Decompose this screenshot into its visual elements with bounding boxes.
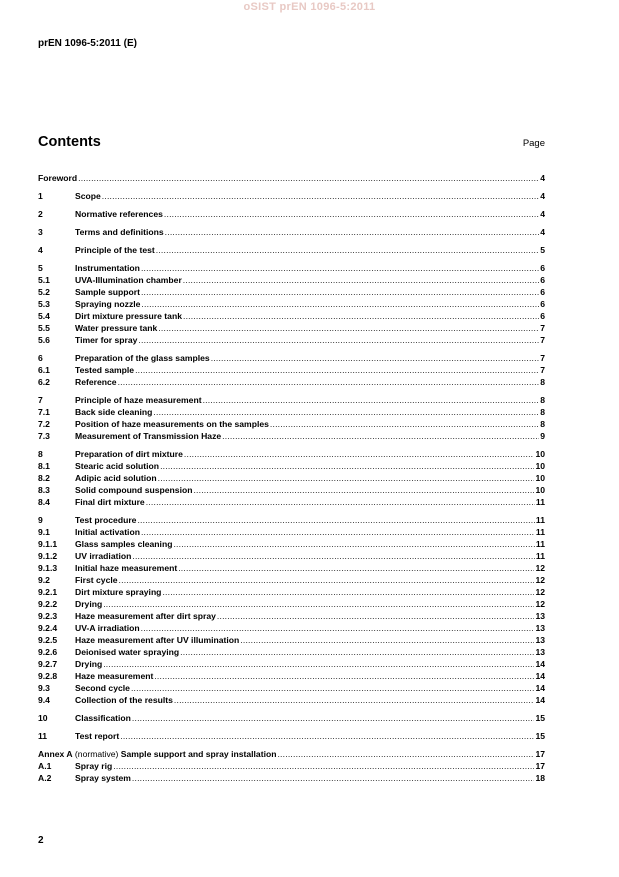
toc-entry-number: 8.2 — [38, 473, 50, 483]
toc-entry-number: 11 — [38, 731, 48, 741]
toc-entry-title: Preparation of dirt mixture — [75, 449, 183, 459]
toc-entry[interactable] — [38, 460, 545, 472]
toc-entry[interactable] — [38, 622, 545, 634]
dot-leader — [173, 538, 534, 550]
toc-entry-number: 10 — [38, 713, 48, 723]
toc-entry[interactable] — [38, 694, 545, 706]
dot-leader — [277, 748, 534, 760]
toc-entry-page: 18 — [535, 773, 545, 783]
toc-entry-number: 5 — [38, 263, 43, 273]
toc-entry-page: 7 — [540, 365, 545, 375]
toc-entry-page: 15 — [535, 731, 545, 741]
toc-entry-title: Terms and definitions — [75, 227, 164, 237]
toc-entry-number: 9 — [38, 515, 43, 525]
toc-entry-title: Back side cleaning — [75, 407, 153, 417]
toc-entry-number: 2 — [38, 209, 43, 219]
toc-entry-number: 5.1 — [38, 275, 50, 285]
dot-leader — [141, 526, 535, 538]
toc-entry-page: 10 — [535, 473, 545, 483]
toc-entry-number: 8.4 — [38, 497, 50, 507]
toc-entry-page: 14 — [535, 659, 545, 669]
toc-entry-page: 15 — [535, 713, 545, 723]
toc-entry-number: 6.2 — [38, 377, 50, 387]
dot-leader — [78, 172, 539, 184]
toc-entry-number: 6.1 — [38, 365, 50, 375]
toc-entry-number: 9.2.1 — [38, 587, 58, 597]
watermark: oSIST prEN 1096-5:2011 — [243, 1, 376, 13]
toc-entry-page: 12 — [535, 587, 545, 597]
toc-entry-number: 3 — [38, 227, 43, 237]
toc-entry[interactable] — [38, 352, 545, 364]
toc-entry[interactable] — [38, 562, 545, 574]
toc-entry-title: Drying — [75, 659, 103, 669]
toc-entry-title: Spray rig — [75, 761, 113, 771]
toc-entry-number: A.2 — [38, 773, 52, 783]
dot-leader — [158, 472, 535, 484]
dot-leader — [211, 352, 540, 364]
toc-entry-page: 7 — [540, 335, 545, 345]
toc-entry[interactable] — [38, 190, 545, 202]
toc-entry-number: 9.2.7 — [38, 659, 58, 669]
annex-type: (normative) — [72, 749, 121, 759]
toc-entry[interactable] — [38, 448, 545, 460]
toc-entry-page: 6 — [540, 299, 545, 309]
dot-leader — [141, 622, 535, 634]
toc-entry[interactable] — [38, 484, 545, 496]
toc-entry[interactable] — [38, 334, 545, 346]
toc-entry[interactable] — [38, 376, 545, 388]
dot-leader — [132, 550, 535, 562]
toc-entry-title: Sample support — [75, 287, 140, 297]
toc-entry-page: 8 — [540, 407, 545, 417]
toc-entry[interactable] — [38, 598, 545, 610]
toc-entry-number: 9.2.8 — [38, 671, 58, 681]
dot-leader — [164, 208, 539, 220]
toc-entry[interactable] — [38, 610, 545, 622]
toc-entry-title: Measurement of Transmission Haze — [75, 431, 222, 441]
dot-leader — [137, 514, 534, 526]
dot-leader — [141, 286, 539, 298]
toc-entry[interactable] — [38, 244, 545, 256]
toc-entry-number: 9.1.1 — [38, 539, 58, 549]
toc-entry[interactable] — [38, 586, 545, 598]
toc-entry[interactable] — [38, 574, 545, 586]
toc-entry-page: 13 — [535, 635, 545, 645]
toc-entry-title: Second cycle — [75, 683, 130, 693]
toc-entry-title: UV irradiation — [75, 551, 132, 561]
toc-entry-number: 4 — [38, 245, 43, 255]
toc-entry-page: 13 — [535, 623, 545, 633]
toc-entry-page: 17 — [535, 749, 545, 759]
toc-entry-page: 4 — [540, 227, 545, 237]
toc-entry[interactable] — [38, 550, 545, 562]
dot-leader — [103, 598, 534, 610]
toc-entry-title: Foreword — [38, 173, 78, 183]
toc-entry-number: 8.3 — [38, 485, 50, 495]
toc-entry-title: First cycle — [75, 575, 118, 585]
toc-entry-title: Stearic acid solution — [75, 461, 160, 471]
toc-entry[interactable] — [38, 208, 545, 220]
toc-entry-number: 9.3 — [38, 683, 50, 693]
table-of-contents — [38, 172, 545, 784]
dot-leader — [141, 262, 539, 274]
toc-entry[interactable] — [38, 730, 545, 742]
toc-entry-title: Drying — [75, 599, 103, 609]
toc-entry-title: Spraying nozzle — [75, 299, 141, 309]
dot-leader — [203, 394, 540, 406]
toc-entry[interactable] — [38, 634, 545, 646]
toc-entry-title: Initial haze measurement — [75, 563, 178, 573]
toc-entry-page: 14 — [535, 695, 545, 705]
toc-entry-number: 5.4 — [38, 311, 50, 321]
toc-entry[interactable] — [38, 538, 545, 550]
dot-leader — [135, 364, 539, 376]
toc-entry[interactable] — [38, 682, 545, 694]
toc-entry-page: 11 — [535, 515, 545, 525]
document-id: prEN 1096-5:2011 (E) — [38, 38, 137, 49]
toc-entry-number: 9.1.2 — [38, 551, 58, 561]
toc-entry-page: 11 — [535, 551, 545, 561]
toc-entry-page: 11 — [535, 497, 545, 507]
toc-entry-title: Solid compound suspension — [75, 485, 193, 495]
toc-entry-number: 1 — [38, 191, 43, 201]
toc-entry-page: 6 — [540, 311, 545, 321]
dot-leader — [146, 496, 535, 508]
toc-entry-title: Spray system — [75, 773, 131, 783]
toc-entry-number: 9.2.2 — [38, 599, 58, 609]
toc-entry-page: 10 — [535, 449, 545, 459]
toc-entry-title: Adipic acid solution — [75, 473, 157, 483]
toc-entry[interactable] — [38, 496, 545, 508]
dot-leader — [153, 406, 539, 418]
toc-entry-number: 5.5 — [38, 323, 50, 333]
toc-entry-title: Final dirt mixture — [75, 497, 145, 507]
toc-entry-page: 9 — [540, 431, 545, 441]
dot-leader — [156, 244, 539, 256]
toc-entry-title: UV-A irradiation — [75, 623, 140, 633]
toc-entry-title: Normative references — [75, 209, 163, 219]
toc-entry-title: Water pressure tank — [75, 323, 158, 333]
toc-entry-title: UVA-Illumination chamber — [75, 275, 182, 285]
toc-entry-foreword[interactable] — [38, 172, 545, 184]
annex-title: Sample support and spray installation — [120, 749, 277, 759]
toc-entry-title: Position of haze measurements on the samples — [75, 419, 269, 429]
toc-entry-number: 9.2.5 — [38, 635, 58, 645]
toc-entry-title: Principle of haze measurement — [75, 395, 202, 405]
toc-entry-number: 9.2 — [38, 575, 50, 585]
dot-leader — [174, 694, 535, 706]
toc-entry-page: 14 — [535, 683, 545, 693]
toc-entry[interactable] — [38, 430, 545, 442]
toc-entry-title: Deionised water spraying — [75, 647, 180, 657]
toc-entry-page: 8 — [540, 395, 545, 405]
dot-leader — [217, 610, 535, 622]
page-number: 2 — [38, 835, 44, 846]
toc-entry-page: 12 — [535, 563, 545, 573]
toc-entry-page: 14 — [535, 671, 545, 681]
toc-entry-title: Tested sample — [75, 365, 135, 375]
toc-entry-number: 7 — [38, 395, 43, 405]
toc-entry-title — [38, 748, 276, 760]
toc-entry-title: Classification — [75, 713, 131, 723]
toc-entry-page: 4 — [540, 191, 545, 201]
toc-entry-page: 10 — [535, 461, 545, 471]
dot-leader — [222, 430, 539, 442]
toc-entry-title: Reference — [75, 377, 117, 387]
dot-leader — [160, 460, 534, 472]
dot-leader — [183, 310, 539, 322]
toc-entry[interactable] — [38, 472, 545, 484]
dot-leader — [183, 274, 539, 286]
toc-entry-title: Preparation of the glass samples — [75, 353, 210, 363]
dot-leader — [154, 670, 534, 682]
dot-leader — [132, 772, 535, 784]
dot-leader — [118, 376, 540, 388]
dot-leader — [193, 484, 534, 496]
annex-label: Annex A — [38, 749, 73, 759]
toc-entry-number: 7.1 — [38, 407, 50, 417]
dot-leader — [132, 712, 535, 724]
toc-entry-number: 5.6 — [38, 335, 50, 345]
toc-entry[interactable] — [38, 658, 545, 670]
toc-entry-page: 5 — [540, 245, 545, 255]
toc-entry-number: 9.1.3 — [38, 563, 58, 573]
toc-entry-page: 4 — [540, 209, 545, 219]
toc-entry[interactable] — [38, 286, 545, 298]
toc-entry[interactable] — [38, 298, 545, 310]
toc-entry-title: Test procedure — [75, 515, 137, 525]
toc-entry[interactable] — [38, 712, 545, 724]
dot-leader — [240, 634, 534, 646]
dot-leader — [113, 760, 534, 772]
toc-entry-title: Instrumentation — [75, 263, 140, 273]
toc-entry[interactable] — [38, 760, 545, 772]
page-column-label: Page — [522, 138, 545, 149]
toc-entry-page: 6 — [540, 263, 545, 273]
toc-entry-number: 7.2 — [38, 419, 50, 429]
toc-entry-title: Test report — [75, 731, 120, 741]
toc-entry[interactable] — [38, 418, 545, 430]
toc-entry[interactable] — [38, 526, 545, 538]
toc-entry-number: 9.4 — [38, 695, 50, 705]
toc-entry[interactable] — [38, 310, 545, 322]
toc-entry-number: A.1 — [38, 761, 52, 771]
toc-entry-number: 5.3 — [38, 299, 50, 309]
toc-entry-page: 7 — [540, 323, 545, 333]
toc-entry-number: 9.1 — [38, 527, 50, 537]
toc-entry[interactable] — [38, 262, 545, 274]
dot-leader — [131, 682, 535, 694]
toc-entry-title: Haze measurement — [75, 671, 154, 681]
toc-entry[interactable] — [38, 772, 545, 784]
dot-leader — [184, 448, 535, 460]
toc-entry-number: 8 — [38, 449, 43, 459]
contents-title: Contents — [38, 134, 101, 150]
toc-entry[interactable] — [38, 394, 545, 406]
toc-entry-number: 7.3 — [38, 431, 50, 441]
toc-entry-page: 12 — [535, 599, 545, 609]
toc-entry[interactable] — [38, 226, 545, 238]
toc-entry-page: 10 — [535, 485, 545, 495]
toc-entry[interactable] — [38, 514, 545, 526]
dot-leader — [120, 730, 534, 742]
toc-entry-number: 6 — [38, 353, 43, 363]
toc-entry-page: 8 — [540, 419, 545, 429]
toc-entry-number: 9.2.6 — [38, 647, 58, 657]
dot-leader — [138, 334, 539, 346]
toc-entry[interactable] — [38, 274, 545, 286]
toc-entry-page: 13 — [535, 647, 545, 657]
toc-entry-number: 9.2.4 — [38, 623, 58, 633]
toc-entry[interactable] — [38, 322, 545, 334]
toc-entry[interactable] — [38, 364, 545, 376]
toc-entry-title: Collection of the results — [75, 695, 173, 705]
dot-leader — [180, 646, 534, 658]
toc-entry-page: 13 — [535, 611, 545, 621]
toc-entry-title: Scope — [75, 191, 101, 201]
toc-entry-page: 6 — [540, 275, 545, 285]
toc-entry-title: Dirt mixture spraying — [75, 587, 162, 597]
toc-entry-title: Glass samples cleaning — [75, 539, 173, 549]
toc-entry-title: Principle of the test — [75, 245, 155, 255]
toc-entry-page: 7 — [540, 353, 545, 363]
toc-entry-number: 8.1 — [38, 461, 50, 471]
dot-leader — [158, 322, 539, 334]
dot-leader — [178, 562, 534, 574]
toc-entry-title: Initial activation — [75, 527, 140, 537]
toc-entry-title: Dirt mixture pressure tank — [75, 311, 182, 321]
dot-leader — [270, 418, 539, 430]
dot-leader — [165, 226, 540, 238]
toc-entry-page: 12 — [535, 575, 545, 585]
toc-entry[interactable] — [38, 406, 545, 418]
dot-leader — [103, 658, 534, 670]
toc-entry-page: 6 — [540, 287, 545, 297]
toc-entry-title: Haze measurement after dirt spray — [75, 611, 216, 621]
toc-entry-number: 5.2 — [38, 287, 50, 297]
toc-entry-number: 9.2.3 — [38, 611, 58, 621]
dot-leader — [102, 190, 539, 202]
toc-entry[interactable] — [38, 646, 545, 658]
toc-entry-annex-a[interactable] — [38, 748, 545, 760]
dot-leader — [119, 574, 535, 586]
toc-entry-page: 11 — [535, 527, 545, 537]
toc-entry-page: 4 — [540, 173, 545, 183]
toc-entry[interactable] — [38, 670, 545, 682]
toc-entry-page: 8 — [540, 377, 545, 387]
toc-entry-title: Haze measurement after UV illumination — [75, 635, 240, 645]
dot-leader — [141, 298, 539, 310]
dot-leader — [162, 586, 534, 598]
toc-entry-page: 11 — [535, 539, 545, 549]
toc-entry-page: 17 — [535, 761, 545, 771]
toc-entry-title: Timer for spray — [75, 335, 138, 345]
